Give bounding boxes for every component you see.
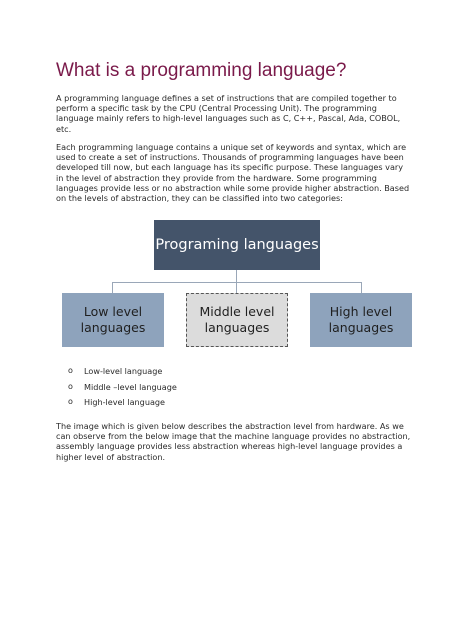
list-item-text: High-level language [84,397,166,407]
list-item-text: Low-level language [84,366,163,376]
list-item-text: Middle –level language [84,381,177,392]
connector-line [112,282,113,293]
bullet-marker: o [68,381,73,391]
page-title: What is a programming language? [56,60,347,81]
high-level-node-box [310,293,412,347]
connector-line [236,270,237,282]
low-level-node-label: Low level languages [80,304,146,335]
high-level-node-label: High level languages [328,304,394,335]
abstraction-paragraph: The image which is given below describes the abstraction level from hardware. As we can observe from the below image that the machine language provides no abstraction, assembly language provides less abstraction whereas high-level language provides a higher level of abstraction. [56,421,411,462]
connector-line [236,282,237,293]
low-level-node-box [62,293,164,347]
middle-level-node-label: Middle level languages [199,304,275,335]
connector-line [112,282,362,283]
intro-paragraph: A programming language defines a set of instructions that are compiled together to perform a specific task by the CPU (Central Processing Unit). The programming language mainly refers to high-level languages such as C, C++, Pascal, Ada, COBOL, etc. [56,93,401,134]
connector-line [361,282,362,293]
root-node-label: Programing languages [155,237,319,253]
bullet-marker: o [68,366,73,375]
middle-level-node-box [186,293,288,347]
root-node-box [154,220,320,270]
keywords-paragraph: Each programming language contains a unique set of keywords and syntax, which are used to create a set of instructions. Thousands of programming languages have been developed till now, but each language has its specific purpose. These languages vary in the level of abstraction they provide from the hardware. Some programming languages provide less or no abstraction while some provide higher abstraction. Based on the levels of abstraction, they can be classified into two categories: [56,142,410,204]
bullet-marker: o [68,397,73,406]
